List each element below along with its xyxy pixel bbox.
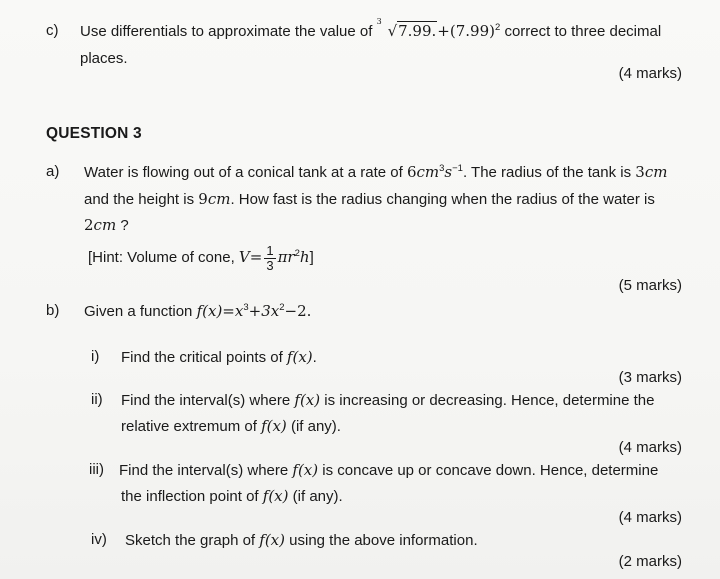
item-i-label: i) bbox=[91, 348, 100, 365]
root-sign: √ bbox=[387, 22, 398, 40]
hint-eq: = bbox=[249, 248, 263, 267]
item-i-post: . bbox=[312, 349, 317, 366]
rate-cm-exp: 3 bbox=[439, 163, 445, 174]
part-c-text-after: correct to three decimal bbox=[504, 23, 662, 40]
item-iv-post: using the above information. bbox=[289, 532, 478, 549]
function-term3: −2. bbox=[284, 302, 312, 320]
part-c-text-before: Use differentials to approximate the value of bbox=[80, 23, 373, 40]
item-ii-line1 bbox=[121, 391, 654, 411]
hint-close: ] bbox=[309, 249, 314, 267]
item-ii-marks: (4 marks) bbox=[618, 439, 682, 456]
hint-fraction bbox=[264, 244, 275, 272]
item-iv-pre: Sketch the graph of bbox=[125, 532, 256, 549]
rate-unit-s: s bbox=[444, 163, 453, 181]
radius-value: 3 bbox=[635, 163, 645, 181]
item-iv-text bbox=[125, 531, 478, 551]
item-ii-line2-func: f(x) bbox=[261, 417, 287, 435]
item-ii-line2-pre: relative extremum of bbox=[121, 418, 257, 435]
item-ii-pre: Find the interval(s) where bbox=[121, 392, 291, 409]
item-iii-line1 bbox=[119, 461, 658, 481]
part-a-line1 bbox=[84, 163, 667, 183]
hint-h: h bbox=[299, 248, 310, 267]
item-iii-line2-func: f(x) bbox=[262, 487, 289, 505]
item-iv-marks: (2 marks) bbox=[618, 553, 682, 570]
hint-frac-den: 3 bbox=[266, 257, 274, 273]
rate-value: 6 bbox=[406, 163, 417, 181]
plus-sign: + bbox=[437, 22, 450, 40]
part-b-label: b) bbox=[46, 302, 60, 319]
root-index: 3 bbox=[376, 17, 382, 26]
function-term1: x bbox=[234, 302, 244, 320]
part-c-label: c) bbox=[46, 22, 59, 39]
line3-value: 2 bbox=[84, 216, 94, 234]
hint-rhs: πr bbox=[277, 248, 295, 267]
item-ii-post: is increasing or decreasing. Hence, determine the bbox=[324, 392, 655, 409]
item-iii-post: is concave up or concave down. Hence, determine bbox=[322, 462, 659, 479]
radicand: 7.99. bbox=[398, 22, 437, 40]
item-ii-line2-post: (if any). bbox=[290, 418, 341, 435]
radius-unit: cm bbox=[644, 163, 668, 181]
part-a-hint bbox=[88, 244, 314, 272]
item-iii-func: f(x) bbox=[292, 461, 319, 479]
part-b-intro-text: Given a function bbox=[84, 303, 193, 320]
part-a-line1-mid: . The radius of the tank is bbox=[462, 164, 632, 181]
line3-post: ? bbox=[120, 217, 129, 234]
item-i-func: f(x) bbox=[286, 348, 313, 366]
part-c-marks: (4 marks) bbox=[618, 65, 682, 82]
item-iii-pre: Find the interval(s) where bbox=[119, 462, 289, 479]
line3-unit: cm bbox=[93, 216, 117, 234]
square-term: (7.99) bbox=[449, 22, 495, 40]
cube-root bbox=[376, 17, 438, 41]
part-a-line2-post: . How fast is the radius changing when the radius of the water is bbox=[230, 191, 655, 208]
part-b-intro bbox=[84, 302, 311, 322]
function-eq: = bbox=[222, 302, 235, 320]
question-3-heading: QUESTION 3 bbox=[46, 125, 142, 142]
item-ii-func: f(x) bbox=[294, 391, 321, 409]
square-exponent: 2 bbox=[494, 22, 501, 33]
part-a-label: a) bbox=[46, 163, 60, 180]
part-c-line1 bbox=[80, 17, 662, 42]
height-value: 9 bbox=[198, 190, 208, 208]
item-i-text bbox=[121, 348, 317, 368]
item-iii-line2-pre: the inflection point of bbox=[121, 488, 259, 505]
item-iii-marks: (4 marks) bbox=[618, 509, 682, 526]
rate-unit-cm: cm bbox=[416, 163, 440, 181]
item-iv-func: f(x) bbox=[259, 531, 285, 549]
part-a-line3 bbox=[84, 216, 129, 236]
item-iv-label: iv) bbox=[91, 531, 107, 548]
hint-r-exp: 2 bbox=[294, 248, 300, 260]
item-iii-line2 bbox=[121, 487, 343, 507]
hint-frac-num: 1 bbox=[266, 243, 274, 258]
item-ii-label: ii) bbox=[91, 391, 103, 408]
height-unit: cm bbox=[207, 190, 231, 208]
hint-pre: [Hint: Volume of cone, bbox=[88, 249, 235, 267]
item-i-pre: Find the critical points of bbox=[121, 349, 283, 366]
part-a-line1-pre: Water is flowing out of a conical tank at a rate of bbox=[84, 164, 403, 181]
part-c-line2: places. bbox=[80, 50, 128, 67]
item-i-marks: (3 marks) bbox=[618, 369, 682, 386]
function-lhs: f(x) bbox=[196, 302, 223, 320]
item-ii-line2 bbox=[121, 417, 341, 437]
function-term1-exp: 3 bbox=[243, 302, 249, 313]
item-iii-line2-post: (if any). bbox=[292, 488, 343, 505]
item-iii-label: iii) bbox=[89, 461, 104, 478]
function-term2: +3x bbox=[248, 302, 280, 320]
hint-lhs: V bbox=[238, 248, 250, 267]
part-a-marks: (5 marks) bbox=[618, 277, 682, 294]
rate-s-exp: −1 bbox=[452, 163, 463, 174]
function-term2-exp: 2 bbox=[279, 302, 285, 313]
part-a-line2 bbox=[84, 190, 655, 210]
part-a-line2-pre: and the height is bbox=[84, 191, 195, 208]
